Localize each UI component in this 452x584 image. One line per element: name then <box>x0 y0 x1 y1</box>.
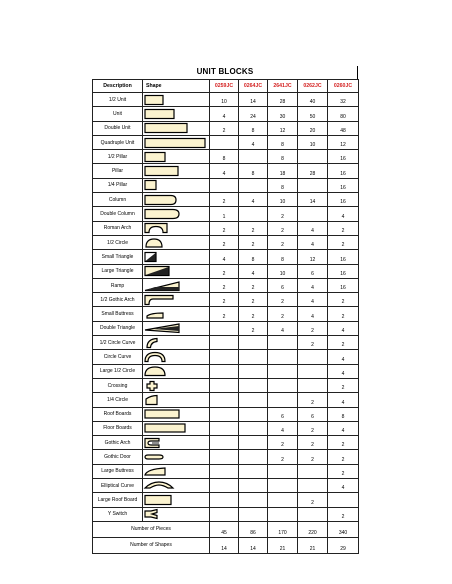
table-row <box>93 264 359 278</box>
row-count: 4 <box>210 107 239 121</box>
table-row <box>93 235 359 249</box>
row-count: 14 <box>298 193 328 207</box>
row-description: Double Column <box>93 207 143 221</box>
row-count <box>298 150 328 164</box>
row-count <box>210 450 239 464</box>
row-count: 4 <box>328 479 359 493</box>
row-description: Crossing <box>93 378 143 392</box>
row-count: 14 <box>239 93 268 107</box>
row-count: 2 <box>328 307 359 321</box>
row-count <box>268 507 298 521</box>
table-row <box>93 421 359 435</box>
table-row <box>93 350 359 364</box>
table-row <box>93 178 359 192</box>
row-shape <box>143 93 210 107</box>
row-count: 2 <box>328 436 359 450</box>
unit-blocks-table <box>92 79 359 554</box>
row-count <box>210 364 239 378</box>
small-triangle-icon <box>143 251 209 263</box>
row-shape <box>143 135 210 149</box>
row-description: Floor Boards <box>93 421 143 435</box>
row-count: 48 <box>328 121 359 135</box>
row-description: Column <box>93 193 143 207</box>
row-count: 4 <box>328 393 359 407</box>
row-count: 4 <box>239 264 268 278</box>
table-row <box>93 193 359 207</box>
row-count <box>210 407 239 421</box>
row-shape <box>143 264 210 278</box>
table-row <box>93 207 359 221</box>
summary-value: 170 <box>268 521 298 537</box>
row-count <box>239 336 268 350</box>
table-row <box>93 278 359 292</box>
table-row <box>93 493 359 507</box>
row-shape <box>143 378 210 392</box>
table-row <box>93 107 359 121</box>
header-shape: Shape <box>143 80 210 93</box>
pillar-icon <box>143 165 209 177</box>
gothic-door-icon <box>143 451 209 463</box>
row-count: 16 <box>328 193 359 207</box>
row-count: 2 <box>328 221 359 235</box>
row-shape <box>143 164 210 178</box>
row-count <box>239 507 268 521</box>
row-count <box>210 336 239 350</box>
summary-value: 29 <box>328 537 359 553</box>
row-count: 2 <box>239 235 268 249</box>
row-description: Circle Curve <box>93 350 143 364</box>
row-count: 10 <box>210 93 239 107</box>
row-count <box>268 350 298 364</box>
row-count: 4 <box>210 164 239 178</box>
row-count: 4 <box>328 364 359 378</box>
row-description: Large Triangle <box>93 264 143 278</box>
row-shape <box>143 307 210 321</box>
large-triangle-icon <box>143 265 209 277</box>
row-description: 1/2 Gothic Arch <box>93 293 143 307</box>
table-row <box>93 336 359 350</box>
row-count <box>239 450 268 464</box>
row-shape <box>143 178 210 192</box>
header-description: Description <box>93 80 143 93</box>
row-count: 2 <box>298 321 328 335</box>
row-description: 1/4 Circle <box>93 393 143 407</box>
y-switch-icon <box>143 508 209 520</box>
row-shape <box>143 493 210 507</box>
row-count <box>239 464 268 478</box>
row-count: 2 <box>210 278 239 292</box>
row-description: Roman Arch <box>93 221 143 235</box>
quarter-circle-icon <box>143 394 209 406</box>
row-count: 4 <box>239 193 268 207</box>
row-description: Elliptical Curve <box>93 479 143 493</box>
circle-curve-icon <box>143 351 209 363</box>
row-count: 2 <box>328 450 359 464</box>
table-row <box>93 321 359 335</box>
row-shape <box>143 407 210 421</box>
row-count: 2 <box>298 450 328 464</box>
row-count: 2 <box>268 207 298 221</box>
row-shape <box>143 450 210 464</box>
row-count <box>298 364 328 378</box>
half-circle-curve-icon <box>143 337 209 349</box>
row-count: 16 <box>328 150 359 164</box>
summary-label: Number of Shapes <box>93 537 210 553</box>
table-row <box>93 364 359 378</box>
large-roof-board-icon <box>143 494 209 506</box>
table-row <box>93 436 359 450</box>
summary-value: 21 <box>298 537 328 553</box>
row-count <box>210 479 239 493</box>
row-count: 80 <box>328 107 359 121</box>
row-count: 2 <box>328 336 359 350</box>
row-description: Y Switch <box>93 507 143 521</box>
double-triangle-icon <box>143 322 209 334</box>
summary-value: 340 <box>328 521 359 537</box>
roof-boards-icon <box>143 408 209 420</box>
table-row <box>93 221 359 235</box>
row-count <box>239 150 268 164</box>
header-code-0259jc: 0259JC <box>210 80 239 93</box>
row-count: 2 <box>239 278 268 292</box>
double-unit-icon <box>143 122 209 134</box>
row-count: 2 <box>210 235 239 249</box>
row-count: 50 <box>298 107 328 121</box>
row-count: 4 <box>328 421 359 435</box>
large-buttress-icon <box>143 465 209 477</box>
row-description: Roof Boards <box>93 407 143 421</box>
table-row <box>93 378 359 392</box>
row-count: 8 <box>239 164 268 178</box>
row-shape <box>143 507 210 521</box>
summary-row <box>93 537 359 553</box>
row-count: 4 <box>328 207 359 221</box>
table-row <box>93 293 359 307</box>
table-row <box>93 164 359 178</box>
double-column-icon <box>143 208 209 220</box>
header-row <box>93 80 359 93</box>
ramp-icon <box>143 280 209 292</box>
row-count <box>298 178 328 192</box>
row-count: 16 <box>328 178 359 192</box>
table-row <box>93 479 359 493</box>
summary-value: 45 <box>210 521 239 537</box>
row-count: 32 <box>328 93 359 107</box>
table-row <box>93 307 359 321</box>
row-shape <box>143 393 210 407</box>
row-count: 6 <box>268 407 298 421</box>
row-shape <box>143 321 210 335</box>
row-description: 1/2 Circle Curve <box>93 336 143 350</box>
row-count <box>298 378 328 392</box>
row-count: 8 <box>268 178 298 192</box>
row-count <box>239 436 268 450</box>
table-row <box>93 507 359 521</box>
row-count: 10 <box>298 135 328 149</box>
row-count: 6 <box>268 278 298 292</box>
row-description: 1/2 Unit <box>93 93 143 107</box>
row-count: 2 <box>268 307 298 321</box>
row-count: 2 <box>328 293 359 307</box>
row-count <box>298 207 328 221</box>
table-row <box>93 407 359 421</box>
half-gothic-arch-icon <box>143 294 209 306</box>
row-count: 4 <box>328 350 359 364</box>
half-circle-icon <box>143 237 209 249</box>
row-description: Double Triangle <box>93 321 143 335</box>
row-count <box>210 436 239 450</box>
row-description: Ramp <box>93 278 143 292</box>
row-count: 4 <box>210 250 239 264</box>
row-count: 2 <box>210 307 239 321</box>
row-shape <box>143 479 210 493</box>
row-shape <box>143 336 210 350</box>
header-code-2641jc: 2641JC <box>268 80 298 93</box>
row-shape <box>143 107 210 121</box>
summary-row <box>93 521 359 537</box>
row-count <box>268 393 298 407</box>
row-count: 2 <box>268 221 298 235</box>
row-count <box>239 207 268 221</box>
row-count: 2 <box>268 436 298 450</box>
row-count: 2 <box>239 307 268 321</box>
row-count: 4 <box>298 307 328 321</box>
row-count: 2 <box>328 378 359 392</box>
row-count: 8 <box>268 250 298 264</box>
row-description: 1/2 Pillar <box>93 150 143 164</box>
row-count: 2 <box>328 507 359 521</box>
row-description: Large Buttress <box>93 464 143 478</box>
row-count <box>239 350 268 364</box>
row-count: 2 <box>210 121 239 135</box>
quarter-pillar-icon <box>143 179 209 191</box>
title-row <box>92 66 358 79</box>
row-count: 8 <box>268 135 298 149</box>
row-count <box>210 135 239 149</box>
row-count: 2 <box>268 293 298 307</box>
row-shape <box>143 250 210 264</box>
row-count: 2 <box>210 293 239 307</box>
row-count <box>328 493 359 507</box>
summary-value: 220 <box>298 521 328 537</box>
row-count: 6 <box>298 407 328 421</box>
header-code-0260jc: 0260JC <box>328 80 359 93</box>
column-icon <box>143 194 209 206</box>
row-count <box>210 378 239 392</box>
row-shape <box>143 278 210 292</box>
row-count: 12 <box>298 250 328 264</box>
summary-value: 14 <box>239 537 268 553</box>
unit-icon <box>143 108 209 120</box>
row-count <box>210 393 239 407</box>
row-count: 2 <box>210 193 239 207</box>
row-count: 2 <box>210 264 239 278</box>
row-count: 40 <box>298 93 328 107</box>
row-count <box>210 421 239 435</box>
row-count: 2 <box>268 450 298 464</box>
row-shape <box>143 150 210 164</box>
row-description: Gothic Arch <box>93 436 143 450</box>
summary-value: 86 <box>239 521 268 537</box>
row-count: 10 <box>268 193 298 207</box>
row-count: 28 <box>298 164 328 178</box>
row-shape <box>143 293 210 307</box>
row-count: 16 <box>328 264 359 278</box>
row-count <box>210 493 239 507</box>
row-count: 4 <box>298 293 328 307</box>
row-count: 8 <box>328 407 359 421</box>
row-description: 1/4 Pillar <box>93 178 143 192</box>
row-count: 8 <box>239 250 268 264</box>
row-count: 28 <box>268 93 298 107</box>
row-description: Pillar <box>93 164 143 178</box>
row-count: 4 <box>328 321 359 335</box>
row-description: Gothic Door <box>93 450 143 464</box>
row-count: 2 <box>328 464 359 478</box>
row-count <box>268 336 298 350</box>
row-count: 1 <box>210 207 239 221</box>
row-shape <box>143 421 210 435</box>
row-count: 2 <box>268 235 298 249</box>
row-count: 2 <box>298 436 328 450</box>
row-count: 2 <box>239 321 268 335</box>
row-count <box>298 464 328 478</box>
row-count: 12 <box>268 121 298 135</box>
row-count: 4 <box>298 235 328 249</box>
row-count <box>268 464 298 478</box>
row-count: 8 <box>239 121 268 135</box>
row-count <box>239 421 268 435</box>
row-count: 10 <box>268 264 298 278</box>
row-count: 2 <box>328 235 359 249</box>
row-count: 2 <box>210 221 239 235</box>
row-description: Quadruple Unit <box>93 135 143 149</box>
row-description: Unit <box>93 107 143 121</box>
summary-label: Number of Pieces <box>93 521 210 537</box>
row-shape <box>143 436 210 450</box>
row-count: 16 <box>328 164 359 178</box>
row-count <box>298 507 328 521</box>
row-count <box>239 479 268 493</box>
row-description: Small Buttress <box>93 307 143 321</box>
row-count <box>239 364 268 378</box>
table-row <box>93 393 359 407</box>
summary-value: 14 <box>210 537 239 553</box>
crossing-icon <box>143 380 209 392</box>
table-row <box>93 464 359 478</box>
row-count: 2 <box>298 421 328 435</box>
row-count <box>239 407 268 421</box>
title-divider <box>357 66 358 79</box>
row-count <box>210 464 239 478</box>
row-count: 30 <box>268 107 298 121</box>
row-count <box>210 350 239 364</box>
table-row <box>93 250 359 264</box>
table-row <box>93 150 359 164</box>
row-description: Double Unit <box>93 121 143 135</box>
row-count <box>239 378 268 392</box>
row-count: 2 <box>298 336 328 350</box>
table-row <box>93 135 359 149</box>
row-count: 20 <box>298 121 328 135</box>
row-count <box>239 393 268 407</box>
row-count: 2 <box>298 493 328 507</box>
row-count: 24 <box>239 107 268 121</box>
page-title: UNIT BLOCKS <box>196 67 254 76</box>
row-shape <box>143 364 210 378</box>
row-shape <box>143 464 210 478</box>
row-count: 6 <box>298 264 328 278</box>
row-shape <box>143 235 210 249</box>
row-description: Large 1/2 Circle <box>93 364 143 378</box>
row-description: 1/2 Circle <box>93 235 143 249</box>
row-count: 16 <box>328 278 359 292</box>
row-count: 2 <box>239 293 268 307</box>
half-pillar-icon <box>143 151 209 163</box>
row-count: 4 <box>268 421 298 435</box>
row-shape <box>143 207 210 221</box>
row-shape <box>143 193 210 207</box>
row-count: 4 <box>298 278 328 292</box>
row-count <box>239 178 268 192</box>
row-count: 8 <box>268 150 298 164</box>
row-count: 2 <box>298 393 328 407</box>
row-count: 4 <box>239 135 268 149</box>
large-half-circle-icon <box>143 365 209 377</box>
row-count <box>268 479 298 493</box>
row-description: Large Roof Board <box>93 493 143 507</box>
header-code-0264jc: 0264JC <box>239 80 268 93</box>
elliptical-curve-icon <box>143 480 209 492</box>
row-count: 4 <box>268 321 298 335</box>
row-count <box>210 507 239 521</box>
row-count: 2 <box>239 221 268 235</box>
row-count <box>239 493 268 507</box>
summary-value: 21 <box>268 537 298 553</box>
half-unit-icon <box>143 94 209 106</box>
row-count <box>298 350 328 364</box>
table-row <box>93 93 359 107</box>
table-row <box>93 121 359 135</box>
unit-blocks-sheet <box>92 66 358 554</box>
row-count: 12 <box>328 135 359 149</box>
row-shape <box>143 121 210 135</box>
row-count: 18 <box>268 164 298 178</box>
floor-boards-icon <box>143 422 209 434</box>
row-count: 4 <box>298 221 328 235</box>
small-buttress-icon <box>143 308 209 320</box>
row-count <box>268 364 298 378</box>
roman-arch-icon <box>143 222 209 234</box>
table-row <box>93 450 359 464</box>
quadruple-unit-icon <box>143 137 209 149</box>
row-count <box>210 321 239 335</box>
row-count: 16 <box>328 250 359 264</box>
header-code-0262jc: 0262JC <box>298 80 328 93</box>
gothic-arch-icon <box>143 437 209 449</box>
row-description: Small Triangle <box>93 250 143 264</box>
row-count: 8 <box>210 150 239 164</box>
row-shape <box>143 350 210 364</box>
row-count <box>298 479 328 493</box>
row-count <box>268 378 298 392</box>
row-count <box>268 493 298 507</box>
row-count <box>210 178 239 192</box>
row-shape <box>143 221 210 235</box>
